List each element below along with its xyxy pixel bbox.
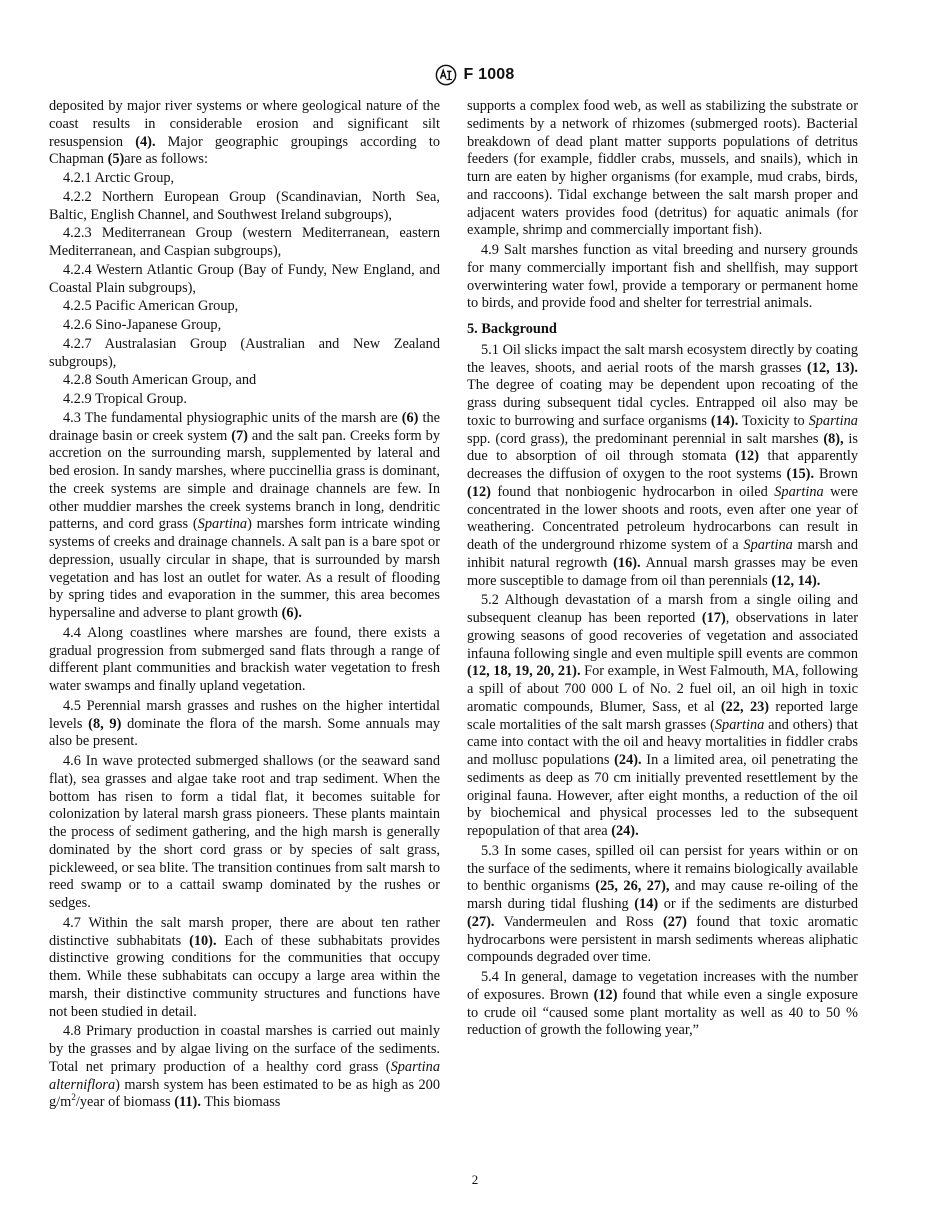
standard-designation: F 1008 <box>463 66 515 83</box>
page-number: 2 <box>471 1172 479 1187</box>
paragraph-4-4: 4.4 Along coastlines where marshes are found, there exists a gradual progression from submerged sand flats through a range of different plant communities and brackish water vegetation to fresh water swamps and finally upland vegetation. <box>49 624 440 694</box>
list-item: 4.2.6 Sino-Japanese Group, <box>63 317 222 333</box>
paragraph-5-1: 5.1 Oil slicks impact the salt marsh ecosystem directly by coating the leaves, shoots, and aerial roots of the marsh grasses (12, 13). The degree of coating may be dependent upon recoating of the grass during subsequent tidal cycles. Entrapped oil also may be toxic to burrowing and surface organisms (14). Toxicity to Spartina spp. (cord grass), the predominant perennial in salt marshes (8), is due to absorption of oil through stomata (12) that apparently decreases the diffusion of oxygen to the root systems (15). Brown (12) found that nonbiogenic hydrocarbon in oiled Spartina were concentrated in the lower shoots and roots, even after one year of weathering. Concentrated petroleum hydrocarbons can result in death of the underground rhizome system of a Spartina marsh and inhibit natural regrowth (16). Annual marsh grasses may be even more susceptible to damage from oil than perennials (12, 14). <box>467 341 858 589</box>
list-item: 4.2.1 Arctic Group, <box>63 170 175 186</box>
paragraph-5-2: 5.2 Although devastation of a marsh from a single oiling and subsequent cleanup has been reported (17), observations in later growing seasons of good recoveries of vegetation and associated infauna following single and even multiple spill events are common (12, 18, 19, 20, 21). For example, in West Falmouth, MA, following a spill of about 700 000 L of No. 2 fuel oil, an oil high in toxic aromatic compounds, Blumer, Sass, et al (22, 23) reported large scale mortalities of the salt marsh grasses (Spartina and others) that came into contact with the oil and heavy mortalities in fiddler crabs and mollusc populations (24). In a limited area, oil penetrating the sediments as deep as 70 cm initially prevented resettlement by the original fauna. However, after eight months, a reduction of the oil by biochemical and physical processes led to the subsequent repopulation of that area (24). <box>467 592 859 839</box>
left-column <box>49 98 440 1112</box>
list-item: 4.2.8 South American Group, and <box>63 372 257 389</box>
paragraph-4-3: 4.3 The fundamental physiographic units of the marsh are (6) the drainage basin or creek system (7) and the salt pan. Creeks form by accretion on the surrounding marsh, supplemented by lateral and bed erosion. In sandy marshes, where puccinellia grass is dominant, the creek systems are simple and drainage channels are few. In other muddier marshes the creek systems branch in long, dendritic patterns, and cord grass (Spartina) marshes form intricate winding systems of creeks and drainage channels. A salt pan is a bare spot or depression, usually circular in shape, that is surrounded by marsh vegetation and has lost an outlet for water. As a result of flooding by spring tides and evaporation in the summer, this area becomes hypersaline and adverse to plant growth (6). <box>49 409 440 621</box>
paragraph-4-8-continued: supports a complex food web, as well as stabilizing the substrate or sediments by a network of rhizomes (submerged roots). Bacterial breakdown of dead plant matter supports populations of detritus feeders (for example, fiddler crabs, mussels, and snails), which in turn are eaten by higher organisms (for example, mud crabs, birds, and raccoons). Tidal exchange between the salt marsh proper and adjacent waters provides food (detritus) for aquatic animals (for example, shrimp and commercially important fish). <box>467 98 858 239</box>
list-item: 4.2.5 Pacific American Group, <box>63 298 239 315</box>
page-header <box>0 62 950 88</box>
paragraph-4-7: 4.7 Within the salt marsh proper, there are about ten rather distinctive subhabitats (10). Each of these subhabitats provides distinctive growing conditions for the communities that occupy them. While these subhabitats can occupy a large area within the marsh, their distinctive community structures and functions have not been studied in detail. <box>49 914 440 1020</box>
paragraph-4-8: 4.8 Primary production in coastal marshes is carried out mainly by the grasses and by algae living on the surface of the sediments. Total net primary production of a healthy cord grass (Spartina alterniflora) marsh system has been estimated to be as high as 200 $g/m^2$/year of biomass (11). This biomass <box>49 1023 440 1111</box>
list-item: 4.2.3 Mediterranean Group (western Mediterranean, eastern Mediterranean, and Caspian subgroups), <box>49 225 440 259</box>
paragraph-5-4: 5.4 In general, damage to vegetation increases with the number of exposures. Brown (12) found that while even a single exposure to crude oil “caused some plant mortality as well as 40 to 50 % reduction of growth the following year,” <box>467 969 858 1039</box>
paragraph-4-2-continued: deposited by major river systems or where geological nature of the coast results in considerable erosion and significant silt resuspension (4). Major geographic groupings according to Chapman (5)are as follows: <box>49 98 441 168</box>
list-item: 4.2.2 Northern European Group (Scandinavian, North Sea, Baltic, English Channel, and Southwest Ireland subgroups), <box>49 188 440 223</box>
section-heading-background: 5. Background <box>467 321 557 337</box>
paragraph-4-6: 4.6 In wave protected submerged shallows (or the seaward sand flat), sea grasses and algae take root and trap sediment. When the bottom has risen to form a tidal flat, it becomes suitable for colonization by lateral marsh grass pioneers. These plants maintain the process of sediment gathering, and the high marsh is generally dominated by the short cord grass or by species of salt grass, pickleweed, or sea blite. The transition continues from salt marsh to reed swamp or to a cattail swamp dominated by the rushes or sedges. <box>49 753 440 911</box>
paragraph-4-5: 4.5 Perennial marsh grasses and rushes on the higher intertidal levels (8, 9) dominate the flora of the marsh. Some annuals may also be present. <box>49 697 441 750</box>
paragraph-5-3: 5.3 In some cases, spilled oil can persist for years within or on the surface of the sediments, where it remains biologically available to benthic organisms (25, 26, 27), and may cause re-oiling of the marsh during tidal flushing (14) or if the sediments are disturbed (27). Vandermeulen and Ross (27) found that toxic aromatic hydrocarbons were persistent in marsh sediments whereas aliphatic compounds degraded over time. <box>467 842 858 966</box>
list-item: 4.2.7 Australasian Group (Australian and New Zealand subgroups), <box>49 335 440 370</box>
astm-logo-icon <box>435 64 457 86</box>
paragraph-4-9: 4.9 Salt marshes function as vital breeding and nursery grounds for many commercially important fish and shellfish, may support overwintering water fowl, provide a temporary or permanent home to birds, and provide food and shelter for terrestrial animals. <box>467 242 858 312</box>
list-item: 4.2.4 Western Atlantic Group (Bay of Fundy, New England, and Coastal Plain subgroups), <box>49 261 440 296</box>
list-item: 4.2.9 Tropical Group. <box>63 391 187 407</box>
right-column <box>467 98 858 1040</box>
